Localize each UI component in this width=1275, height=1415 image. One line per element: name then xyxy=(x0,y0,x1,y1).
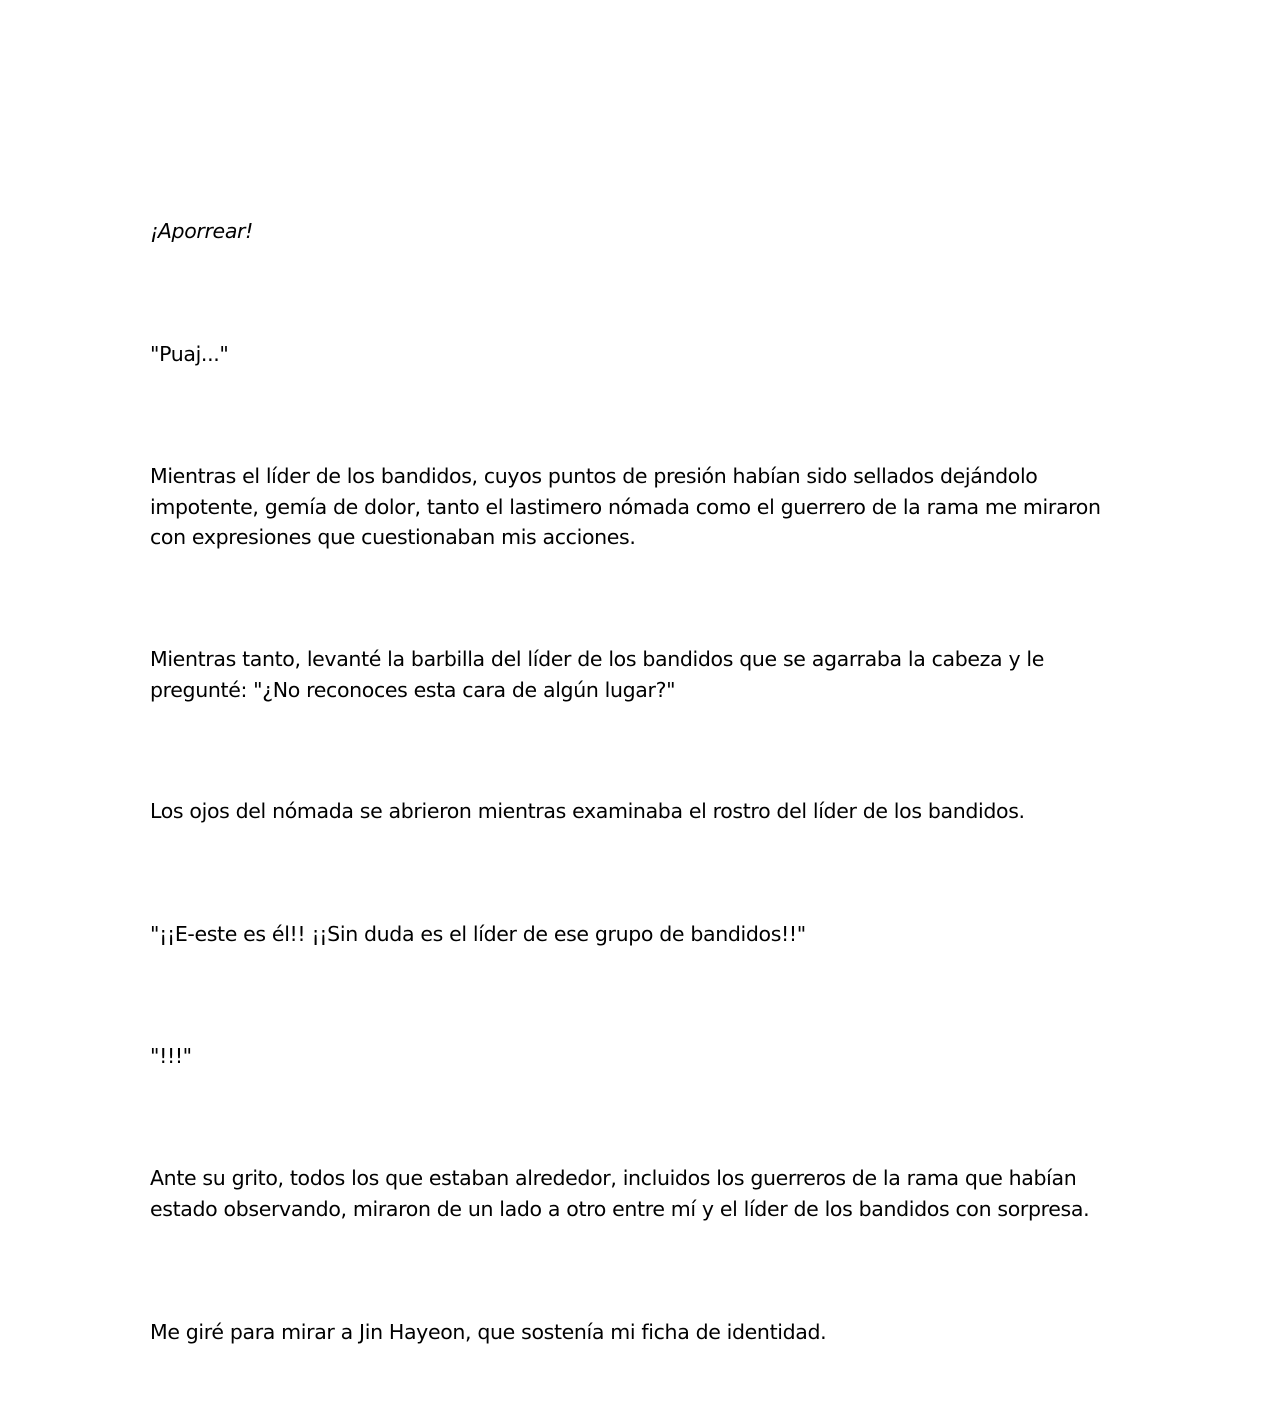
paragraph-line: Los ojos del nómada se abrieron mientras examinaba el rostro del líder de los bandidos. xyxy=(150,799,1025,823)
paragraph-lifted-chin xyxy=(150,644,1135,705)
paragraph-line: Mientras tanto, levanté la barbilla del líder de los bandidos que se agarraba la cabeza y le xyxy=(150,647,1044,671)
paragraph-sound-effect xyxy=(150,216,1135,247)
paragraph-line: Mientras el líder de los bandidos, cuyos puntos de presión habían sido sellados dejándolo xyxy=(150,464,1038,488)
paragraph-line: Me giré para mirar a Jin Hayeon, que sostenía mi ficha de identidad. xyxy=(150,1320,827,1344)
paragraph-line: con expresiones que cuestionaban mis acciones. xyxy=(150,525,636,549)
paragraph-turned-to-jin-hayeon xyxy=(150,1317,1135,1348)
paragraph-groan xyxy=(150,339,1135,370)
paragraph-surprise xyxy=(150,1041,1135,1072)
paragraph-line: Ante su grito, todos los que estaban alrededor, incluidos los guerreros de la rama que habían xyxy=(150,1166,1077,1190)
paragraph-bandit-leader-groaning xyxy=(150,461,1135,553)
paragraph-line: "Puaj..." xyxy=(150,342,229,366)
paragraph-line: ¡Aporrear! xyxy=(150,219,253,243)
paragraph-line: estado observando, miraron de un lado a otro entre mí y el líder de los bandidos con sorpresa. xyxy=(150,1196,1090,1221)
paragraph-line: pregunté: "¿No reconoces esta cara de algún lugar?" xyxy=(150,677,676,702)
paragraph-nomad-eyes xyxy=(150,796,1135,827)
paragraph-nomad-exclaims xyxy=(150,919,1135,950)
paragraph-crowd-reaction xyxy=(150,1163,1135,1224)
paragraph-line: impotente, gemía de dolor, tanto el lastimero nómada como el guerrero de la rama me miraron xyxy=(150,494,1101,519)
paragraph-line: "¡¡E-este es él!! ¡¡Sin duda es el líder de ese grupo de bandidos!!" xyxy=(150,922,806,946)
paragraph-line: "!!!" xyxy=(150,1044,192,1068)
